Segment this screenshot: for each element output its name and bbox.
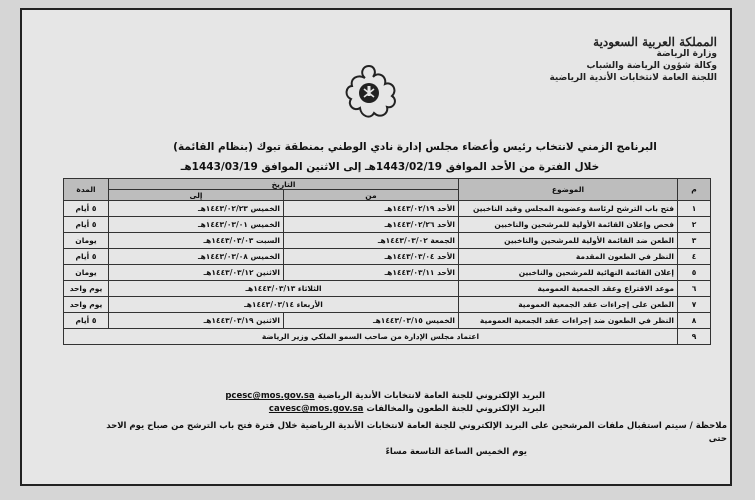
row-topic: النظر في الطعون المقدمة (459, 249, 678, 265)
note-paragraph (87, 420, 727, 459)
row-to: الخميس ١٤٤٣/٠٣/٠٨هـ (109, 249, 284, 265)
header-num: م (678, 179, 711, 201)
row-topic: الطعن ضد القائمة الأولية للمرشحين والناخبين (459, 233, 678, 249)
row-to: الخميس ١٤٤٣/٠٢/٢٣هـ (109, 201, 284, 217)
row-from: الأحد ١٤٤٣/٠٣/٠٤هـ (284, 249, 459, 265)
row-num: ٣ (678, 233, 711, 249)
ministry-name: وزارة الرياضة (656, 49, 717, 59)
row-num: ٩ (678, 329, 711, 345)
row-topic: فتح باب الترشح لرئاسة وعضوية المجلس وقيد الناخبين (459, 201, 678, 217)
row-duration: يومان (64, 265, 109, 281)
committee-email-link[interactable]: pcesc@mos.gov.sa (225, 391, 315, 401)
letterhead (549, 36, 717, 84)
row-num: ٥ (678, 265, 711, 281)
row-topic: الطعن على إجراءات عقد الجمعية العمومية (459, 297, 678, 313)
header-from: من (284, 190, 459, 201)
row-full-text: اعتماد مجلس الإدارة من صاحب السمو الملكي وزير الرياضة (64, 329, 678, 345)
ministry-emblem-icon (332, 62, 406, 124)
row-duration: يوم واحد (64, 297, 109, 313)
table-row (64, 329, 711, 345)
row-to: الاثنين ١٤٤٣/٠٣/١٩هـ (109, 313, 284, 329)
row-to: الاثنين ١٤٤٣/٠٣/١٢هـ (109, 265, 284, 281)
contact-line-appeals (221, 403, 545, 416)
header-topic: الموضوع (459, 179, 678, 201)
document-title: البرنامج الزمني لانتخاب رئيس وأعضاء مجلس إدارة نادي الوطني بمنطقة تبوك (بنظام القائمة) (173, 141, 657, 153)
row-from: الأحد ١٤٤٣/٠٢/٢٦هـ (284, 217, 459, 233)
table-row (64, 297, 711, 313)
committee-name: اللجنة العامة لانتخابات الأندية الرياضية (549, 73, 717, 83)
row-from: الجمعة ١٤٤٣/٠٣/٠٢هـ (284, 233, 459, 249)
row-num: ٨ (678, 313, 711, 329)
row-num: ١ (678, 201, 711, 217)
row-date-merged: الأربعاء ١٤٤٣/٠٣/١٤هـ (109, 297, 459, 313)
row-from: الأحد ١٤٤٣/٠٢/١٩هـ (284, 201, 459, 217)
table-row (64, 217, 711, 233)
row-topic: فحص وإعلان القائمة الأولية للمرشحين والناخبين (459, 217, 678, 233)
table-row (64, 313, 711, 329)
row-date-merged: الثلاثاء ١٤٤٣/٠٣/١٣هـ (109, 281, 459, 297)
row-duration: ٥ أيام (64, 217, 109, 233)
row-duration: ٥ أيام (64, 249, 109, 265)
table-row (64, 201, 711, 217)
row-num: ٦ (678, 281, 711, 297)
row-topic: إعلان القائمة النهائية للمرشحين والناخبين (459, 265, 678, 281)
row-topic: موعد الاقتراع وعقد الجمعية العمومية (459, 281, 678, 297)
table-row (64, 249, 711, 265)
header-duration: المدة (64, 179, 109, 201)
header-dates: التاريخ (109, 179, 459, 190)
table-row (64, 265, 711, 281)
row-to: السبت ١٤٤٣/٠٣/٠٣هـ (109, 233, 284, 249)
note-line-1: ملاحظة / سيتم استقبال ملفات المرشحين على البريد الإلكتروني للجنة العامة لانتخابات الأندية الرياضية خلال فترة فتح باب الترشح من صباح يوم الاحد حتى (106, 421, 727, 444)
row-topic: النظر في الطعون ضد إجراءات عقد الجمعية العمومية (459, 313, 678, 329)
row-from: الأحد ١٤٤٣/٠٣/١١هـ (284, 265, 459, 281)
row-from: الخميس ١٤٤٣/٠٣/١٥هـ (284, 313, 459, 329)
row-to: الخميس ١٤٤٣/٠٣/٠١هـ (109, 217, 284, 233)
agency-name: وكالة شؤون الرياضة والشباب (586, 61, 717, 71)
schedule-table (63, 178, 711, 345)
header-to: إلى (109, 190, 284, 201)
contact-label: البريد الإلكتروني للجنة الطعون والمخالفات (366, 404, 545, 414)
note-line-2: يوم الخميس الساعة التاسعة مساءً (385, 447, 527, 457)
row-num: ٧ (678, 297, 711, 313)
appeals-email-link[interactable]: cavesc@mos.gov.sa (268, 404, 364, 414)
table-header-row (64, 179, 711, 190)
row-num: ٢ (678, 217, 711, 233)
row-duration: يوم واحد (64, 281, 109, 297)
contact-info (221, 390, 545, 416)
row-duration: يومان (64, 233, 109, 249)
table-row (64, 281, 711, 297)
table-row (64, 233, 711, 249)
row-num: ٤ (678, 249, 711, 265)
kingdom-name: المملكة العربية السعودية (593, 35, 717, 49)
contact-line-committee (221, 390, 545, 403)
row-duration: ٥ أيام (64, 201, 109, 217)
contact-label: البريد الإلكتروني للجنة العامة لانتخابات الأندية الرياضية (317, 391, 545, 401)
document-subtitle: خلال الفترة من الأحد الموافق 1443/02/19هـ إلى الاثنين الموافق 1443/03/19هـ (180, 161, 600, 173)
row-duration: ٥ أيام (64, 313, 109, 329)
